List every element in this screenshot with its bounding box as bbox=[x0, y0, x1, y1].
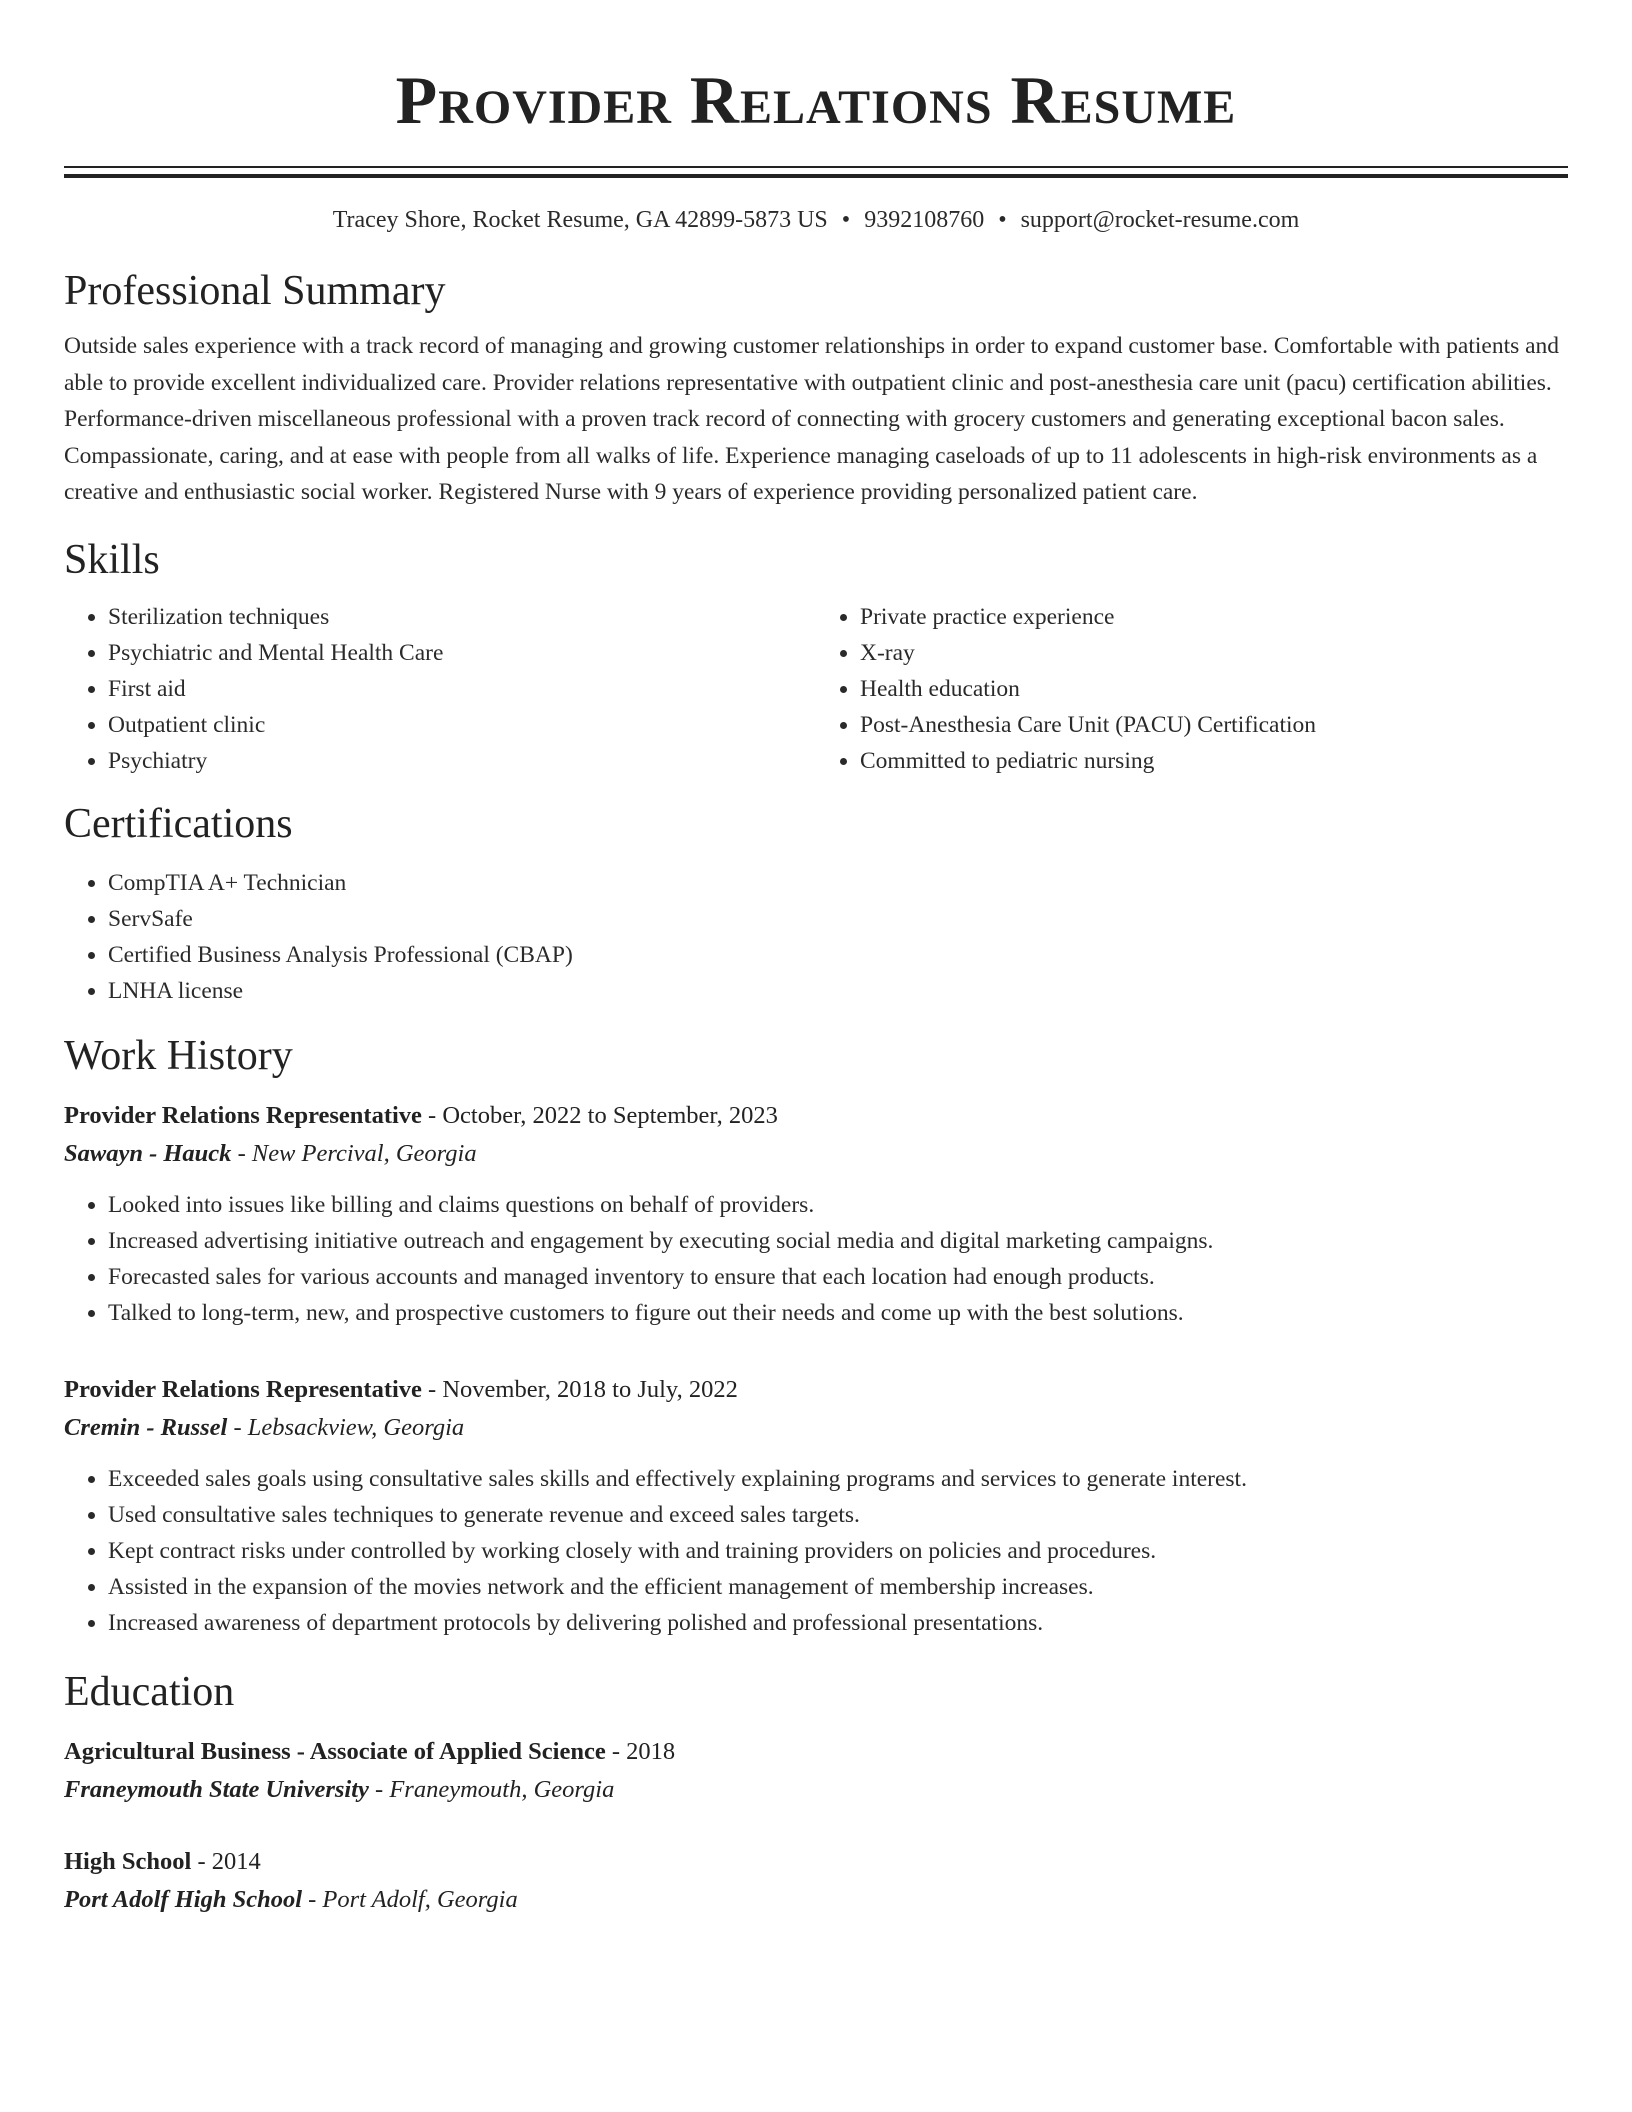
skills-list-left bbox=[64, 599, 816, 779]
job-bullet: • Forecasted sales for various accounts and managed inventory to ensure that each location had enough products. bbox=[108, 1259, 1568, 1295]
job-bullet: • Increased awareness of department protocols by delivering polished and professional presentations. bbox=[108, 1605, 1568, 1641]
skill-item: • Psychiatry bbox=[108, 743, 816, 779]
contact-separator: • bbox=[998, 207, 1007, 233]
skill-item: • Outpatient clinic bbox=[108, 707, 816, 743]
education-degree-line bbox=[64, 1843, 1568, 1881]
job-title: Provider Relations Representative bbox=[64, 1101, 422, 1129]
education-heading: Education bbox=[64, 1668, 235, 1715]
education-school: Port Adolf High School bbox=[64, 1885, 303, 1913]
title-divider-thick bbox=[64, 174, 1568, 178]
contact-separator: • bbox=[841, 207, 851, 233]
contact-line bbox=[64, 204, 1568, 236]
title-divider-thin bbox=[64, 166, 1568, 168]
summary-heading: Professional Summary bbox=[64, 268, 446, 314]
job-bullets bbox=[64, 1461, 1568, 1641]
education-year: - 2018 bbox=[605, 1737, 676, 1765]
job-title: Provider Relations Representative bbox=[64, 1375, 422, 1403]
job-bullet: • Kept contract risks under controlled by working closely with and training providers on policies and procedures. bbox=[108, 1533, 1568, 1569]
education-degree-line bbox=[64, 1733, 1568, 1771]
job-bullet: • Used consultative sales techniques to generate revenue and exceed sales targets. bbox=[108, 1497, 1568, 1533]
skill-item: • Sterilization techniques bbox=[108, 599, 816, 635]
job-dates: - November, 2018 to July, 2022 bbox=[421, 1375, 738, 1403]
job-bullet: • Talked to long-term, new, and prospective customers to figure out their needs and come up with the best solutions. bbox=[108, 1295, 1568, 1331]
education-school-line bbox=[64, 1881, 1568, 1919]
resume-page bbox=[64, 0, 1568, 1919]
resume-title: Provider Relations Resume bbox=[395, 62, 1237, 138]
job-title-line bbox=[64, 1371, 1568, 1409]
skill-item: • First aid bbox=[108, 671, 816, 707]
certifications-list bbox=[64, 865, 1568, 1009]
education-entry bbox=[64, 1843, 1568, 1919]
certification-item: • Certified Business Analysis Professional (CBAP) bbox=[108, 937, 1568, 973]
skills-heading: Skills bbox=[64, 536, 160, 583]
job-company: Cremin - Russel bbox=[64, 1413, 228, 1441]
job-company-line bbox=[64, 1135, 1568, 1173]
skill-item: • Post-Anesthesia Care Unit (PACU) Certification bbox=[860, 707, 1568, 743]
education-year: - 2014 bbox=[191, 1847, 261, 1875]
contact-address: Tracey Shore, Rocket Resume, GA 42899-5873 US bbox=[332, 207, 828, 233]
contact-email: support@rocket-resume.com bbox=[1020, 207, 1300, 233]
certification-item: • ServSafe bbox=[108, 901, 1568, 937]
job-company: Sawayn - Hauck bbox=[64, 1139, 232, 1167]
certifications-heading: Certifications bbox=[64, 800, 293, 847]
job-bullet: • Looked into issues like billing and claims questions on behalf of providers. bbox=[108, 1187, 1568, 1223]
certification-item: • LNHA license bbox=[108, 973, 1568, 1009]
education-degree: High School bbox=[64, 1847, 192, 1875]
education-entry bbox=[64, 1733, 1568, 1809]
skill-item: • Private practice experience bbox=[860, 599, 1568, 635]
skill-item: • Committed to pediatric nursing bbox=[860, 743, 1568, 779]
education-school-line bbox=[64, 1771, 1568, 1809]
job-bullet: • Increased advertising initiative outreach and engagement by executing social media and digital marketing campaigns. bbox=[108, 1223, 1568, 1259]
job-dates: - October, 2022 to September, 2023 bbox=[421, 1101, 778, 1129]
skill-item: • Health education bbox=[860, 671, 1568, 707]
summary-text: Outside sales experience with a track record of managing and growing customer relationships in order to expand customer base. Comfortable with patients and able to provide excellent individualized care. Provider relations representative with outpatient clinic and post-anesthesia care unit (pacu) certification abilities. Performance-driven miscellaneous professional with a proven track record of connecting with grocery customers and generating exceptional bacon sales. Compassionate, caring, and at ease with people from all walks of life. Experience managing caseloads of up to 11 adolescents in high-risk environments as a creative and enthusiastic social worker. Registered Nurse with 9 years of experience providing personalized patient care. bbox=[64, 333, 1560, 505]
education-location: - Franeymouth, Georgia bbox=[368, 1775, 615, 1803]
job-entry bbox=[64, 1097, 1568, 1331]
skills-columns bbox=[64, 599, 1568, 779]
work-history-heading: Work History bbox=[64, 1032, 293, 1079]
job-company-line bbox=[64, 1409, 1568, 1447]
job-bullets bbox=[64, 1187, 1568, 1331]
education-location: - Port Adolf, Georgia bbox=[302, 1885, 518, 1913]
job-location: - New Percival, Georgia bbox=[231, 1139, 477, 1167]
job-title-line bbox=[64, 1097, 1568, 1135]
job-bullet: • Assisted in the expansion of the movies network and the efficient management of membership increases. bbox=[108, 1569, 1568, 1605]
job-location: - Lebsackview, Georgia bbox=[227, 1413, 465, 1441]
job-entry bbox=[64, 1371, 1568, 1641]
certification-item: • CompTIA A+ Technician bbox=[108, 865, 1568, 901]
education-school: Franeymouth State University bbox=[64, 1775, 369, 1803]
education-degree: Agricultural Business - Associate of Applied Science bbox=[64, 1737, 606, 1765]
skills-list-right bbox=[816, 599, 1568, 779]
skill-item: • Psychiatric and Mental Health Care bbox=[108, 635, 816, 671]
contact-phone: 9392108760 bbox=[864, 207, 985, 233]
skill-item: • X-ray bbox=[860, 635, 1568, 671]
job-bullet: • Exceeded sales goals using consultative sales skills and effectively explaining programs and services to generate interest. bbox=[108, 1461, 1568, 1497]
